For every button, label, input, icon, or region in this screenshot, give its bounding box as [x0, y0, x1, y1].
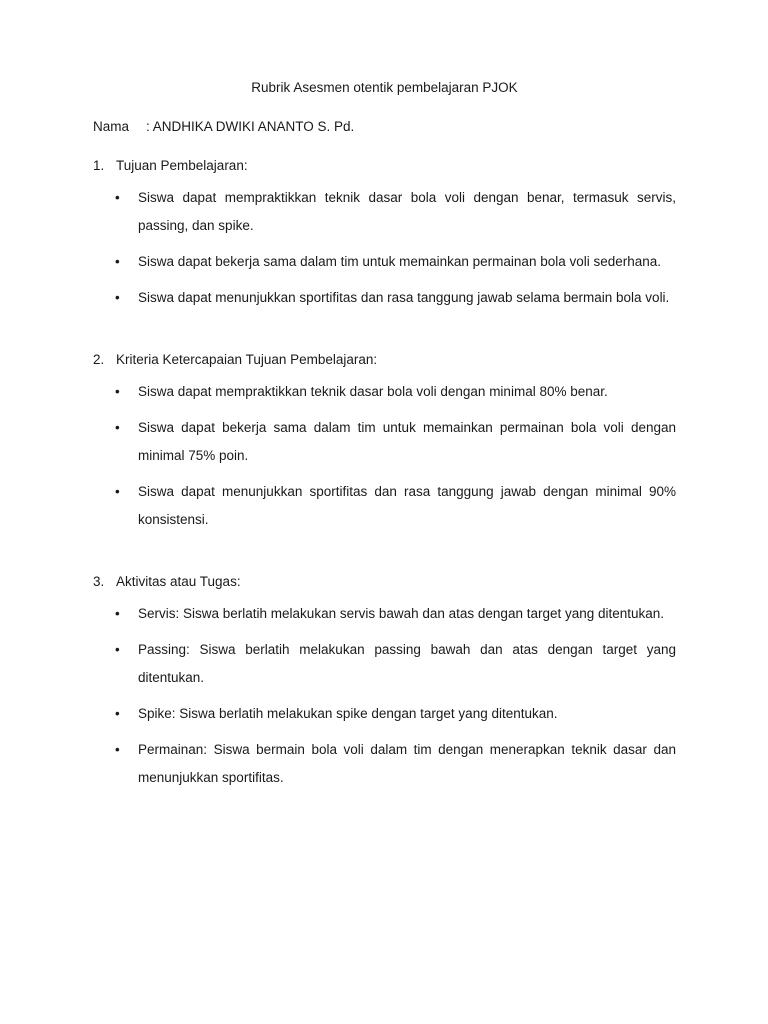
list-item-text: Passing: Siswa berlatih melakukan passing bawah dan atas dengan target yang ditentukan.	[138, 642, 676, 685]
list-item	[93, 284, 676, 312]
list-item	[93, 736, 676, 792]
list-item	[93, 378, 676, 406]
section-title: Aktivitas atau Tugas:	[116, 574, 241, 589]
section-number: 1.	[93, 158, 105, 173]
bullet-list	[93, 378, 676, 534]
bullet-icon: •	[115, 384, 120, 399]
name-row	[93, 118, 676, 136]
section-title: Kriteria Ketercapaian Tujuan Pembelajaran:	[116, 352, 378, 367]
list-item-text: Spike: Siswa berlatih melakukan spike dengan target yang ditentukan.	[138, 706, 558, 721]
section-heading	[93, 351, 676, 369]
bullet-icon: •	[115, 606, 120, 621]
bullet-list	[93, 184, 676, 312]
bullet-icon: •	[115, 190, 120, 205]
name-label: Nama	[93, 119, 130, 134]
section-heading	[93, 573, 676, 591]
list-item	[93, 636, 676, 692]
document-title: Rubrik Asesmen otentik pembelajaran PJOK	[251, 80, 518, 95]
bullet-icon: •	[115, 290, 120, 305]
bullet-list	[93, 600, 676, 792]
name-value: : ANDHIKA DWIKI ANANTO S. Pd.	[146, 119, 355, 134]
bullet-icon: •	[115, 484, 120, 499]
section-number: 3.	[93, 574, 105, 589]
list-item	[93, 414, 676, 470]
bullet-icon: •	[115, 420, 120, 435]
list-item	[93, 600, 676, 628]
list-item-text: Siswa dapat menunjukkan sportifitas dan rasa tanggung jawab dengan minimal 90% konsistensi.	[138, 484, 676, 527]
bullet-icon: •	[115, 254, 120, 269]
section-kriteria-ketercapaian	[93, 351, 676, 534]
list-item	[93, 248, 676, 276]
list-item-text: Siswa dapat mempraktikkan teknik dasar bola voli dengan minimal 80% benar.	[138, 384, 608, 399]
list-item	[93, 700, 676, 728]
bullet-icon: •	[115, 742, 120, 757]
list-item-text: Siswa dapat menunjukkan sportifitas dan rasa tanggung jawab selama bermain bola voli.	[138, 290, 670, 305]
section-heading	[93, 157, 676, 175]
list-item	[93, 184, 676, 240]
bullet-icon: •	[115, 706, 120, 721]
bullet-icon: •	[115, 642, 120, 657]
section-title: Tujuan Pembelajaran:	[116, 158, 248, 173]
list-item-text: Siswa dapat bekerja sama dalam tim untuk memainkan permainan bola voli dengan minimal 75% poin.	[138, 420, 676, 463]
section-number: 2.	[93, 352, 105, 367]
list-item	[93, 478, 676, 534]
list-item-text: Siswa dapat mempraktikkan teknik dasar bola voli dengan benar, termasuk servis, passing, dan spike.	[138, 190, 676, 233]
list-item-text: Siswa dapat bekerja sama dalam tim untuk memainkan permainan bola voli sederhana.	[138, 254, 662, 269]
section-aktivitas-tugas	[93, 573, 676, 792]
list-item-text: Servis: Siswa berlatih melakukan servis bawah dan atas dengan target yang ditentukan.	[138, 606, 665, 621]
section-tujuan-pembelajaran	[93, 157, 676, 312]
list-item-text: Permainan: Siswa bermain bola voli dalam tim dengan menerapkan teknik dasar dan menunjukkan sportifitas.	[138, 742, 676, 785]
